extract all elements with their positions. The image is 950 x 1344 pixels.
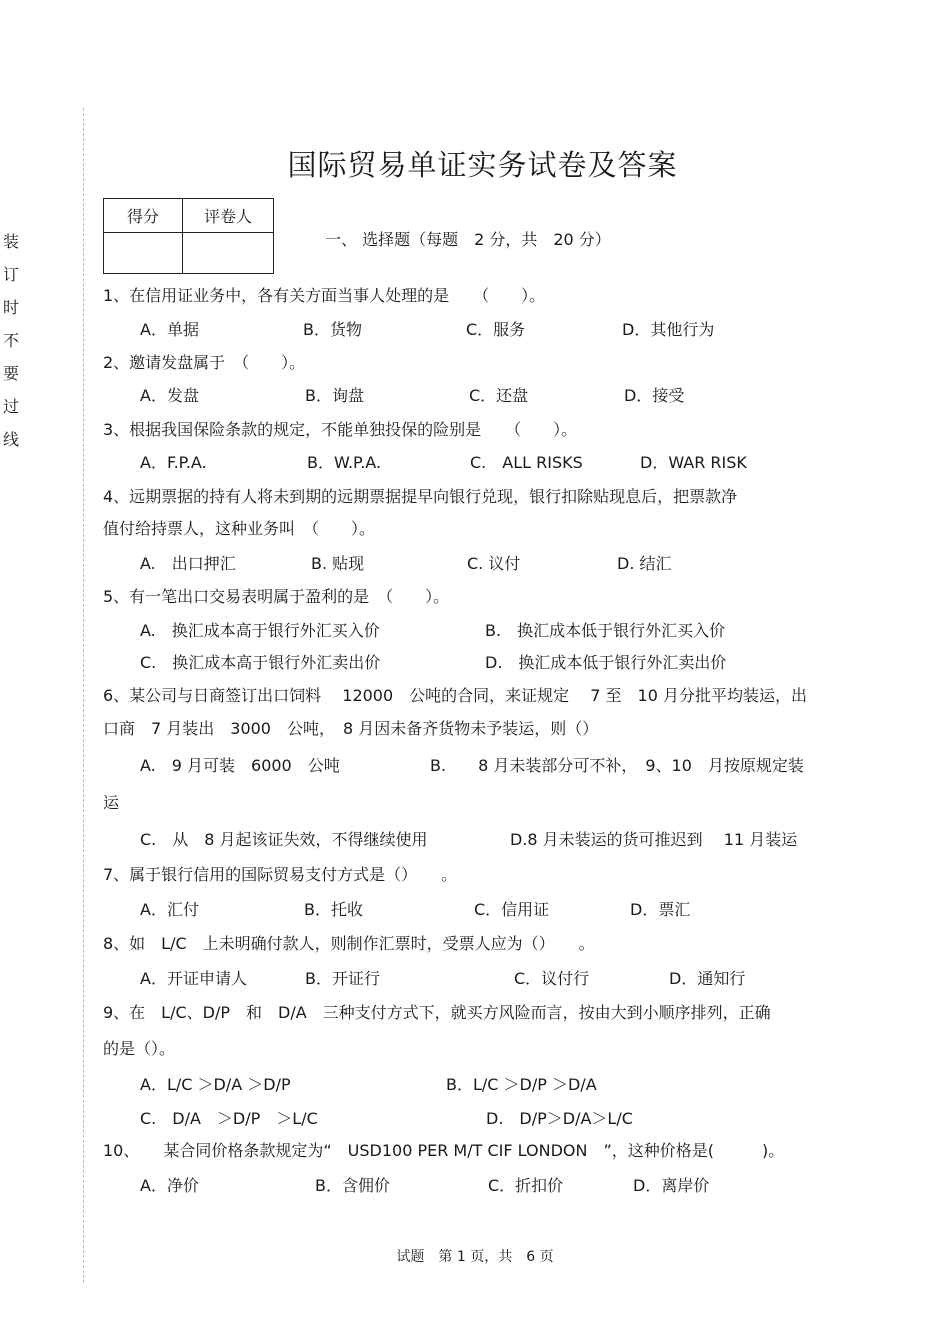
q2-option-c: C．还盘 (469, 386, 529, 405)
q4-option-a: A. 出口押汇 (140, 554, 236, 573)
binding-note (3, 232, 21, 463)
q8-option-d: D．通知行 (669, 969, 746, 988)
q6-option-c: C. 从 8 月起该证失效，不得继续使用 (140, 830, 428, 849)
page-title: 国际贸易单证实务试卷及答案 (287, 148, 678, 182)
q9-option-a: A．L/C ＞D/A ＞D/P (140, 1075, 291, 1094)
q10-option-a: A．净价 (140, 1176, 199, 1195)
q8-option-b: B．开证行 (305, 969, 380, 988)
binding-note-char: 不 (3, 331, 20, 350)
question-4-stem-line-2: 值付给持票人，这种业务叫 （ ）。 (103, 519, 376, 538)
q5-option-d: D. 换汇成本低于银行外汇卖出价 (485, 653, 727, 672)
question-3-stem: 3、根据我国保险条款的规定，不能单独投保的险别是 （ ）。 (103, 420, 578, 439)
question-4-stem-line-1: 4、远期票据的持有人将未到期的远期票据提早向银行兑现，银行扣除贴现息后，把票款净 (103, 487, 738, 506)
q6-option-b: B. 8 月未装部分可不补， 9、10 月按原规定装 (430, 756, 804, 775)
score-header: 得分 (104, 199, 183, 233)
q4-option-b: B. 贴现 (311, 554, 365, 573)
q10-option-b: B．含佣价 (315, 1176, 390, 1195)
q1-option-d: D．其他行为 (622, 320, 715, 339)
q9-option-d: D. D/P＞D/A＞L/C (486, 1109, 633, 1128)
q3-option-a: A．F.P.A. (140, 453, 207, 472)
binding-note-char: 订 (3, 265, 20, 284)
q4-option-c: C. 议付 (467, 554, 521, 573)
q9-option-c: C. D/A ＞D/P ＞L/C (140, 1109, 318, 1128)
q6-option-d: D.8 月未装运的货可推迟到 11 月装运 (510, 830, 798, 849)
binding-note-char: 线 (3, 430, 20, 449)
q5-option-c: C. 换汇成本高于银行外汇卖出价 (140, 653, 381, 672)
section-title: 一、 选择题（每题 2 分，共 20 分） (325, 230, 611, 249)
q6-option-a: A. 9 月可装 6000 公吨 (140, 756, 340, 775)
question-1-stem: 1、在信用证业务中，各有关方面当事人处理的是 （ ）。 (103, 286, 546, 305)
binding-note-char: 过 (3, 397, 20, 416)
binding-note-char: 时 (3, 298, 20, 317)
q9-option-b: B．L/C ＞D/P ＞D/A (446, 1075, 597, 1094)
q3-option-b: B．W.P.A. (307, 453, 382, 472)
q10-option-c: C．折扣价 (488, 1176, 564, 1195)
q2-option-d: D．接受 (624, 386, 685, 405)
q6-option-b-continued: 运 (103, 793, 120, 812)
q3-option-d: D．WAR RISK (640, 453, 747, 472)
binding-note-char: 装 (3, 232, 20, 251)
binding-note-char: 要 (3, 364, 20, 383)
q7-option-c: C．信用证 (474, 900, 550, 919)
question-10-stem: 10、 某合同价格条款规定为“ USD100 PER M/T CIF LONDON ”，这种价格是( )。 (103, 1141, 785, 1160)
q8-option-c: C．议付行 (514, 969, 590, 988)
question-8-stem: 8、如 L/C 上未明确付款人，则制作汇票时，受票人应为（） 。 (103, 934, 595, 953)
q3-option-c: C. ALL RISKS (470, 453, 583, 472)
question-7-stem: 7、属于银行信用的国际贸易支付方式是（） 。 (103, 865, 458, 884)
q4-option-d: D. 结汇 (617, 554, 672, 573)
q7-option-d: D．票汇 (630, 900, 691, 919)
q5-option-a: A. 换汇成本高于银行外汇买入价 (140, 621, 380, 640)
q8-option-a: A．开证申请人 (140, 969, 247, 988)
grader-header: 评卷人 (183, 199, 274, 233)
question-5-stem: 5、有一笔出口交易表明属于盈利的是 （ ）。 (103, 587, 450, 606)
q1-option-c: C．服务 (466, 320, 526, 339)
page-footer: 试题 第 1 页，共 6 页 (396, 1249, 554, 1265)
score-cell[interactable] (104, 233, 183, 274)
score-table (103, 198, 274, 274)
q2-option-a: A．发盘 (140, 386, 199, 405)
question-9-stem-line-1: 9、在 L/C、D/P 和 D/A 三种支付方式下，就买方风险而言，按由大到小顺序排列，正确 (103, 1003, 771, 1022)
binding-dashed-line (83, 108, 84, 1283)
question-9-stem-line-2: 的是（）。 (103, 1039, 176, 1058)
grader-cell[interactable] (183, 233, 274, 274)
question-2-stem: 2、邀请发盘属于 （ ）。 (103, 353, 306, 372)
q10-option-d: D．离岸价 (633, 1176, 710, 1195)
question-6-stem-line-1: 6、某公司与日商签订出口饲料 12000 公吨的合同，来证规定 7 至 10 月分批平均装运，出 (103, 686, 807, 705)
q1-option-a: A．单据 (140, 320, 199, 339)
q5-option-b: B. 换汇成本低于银行外汇买入价 (485, 621, 726, 640)
question-6-stem-line-2: 口商 7 月装出 3000 公吨， 8 月因未备齐货物未予装运，则（） (103, 719, 599, 738)
q7-option-b: B．托收 (304, 900, 363, 919)
q1-option-b: B．货物 (303, 320, 362, 339)
q2-option-b: B．询盘 (305, 386, 364, 405)
q7-option-a: A．汇付 (140, 900, 199, 919)
